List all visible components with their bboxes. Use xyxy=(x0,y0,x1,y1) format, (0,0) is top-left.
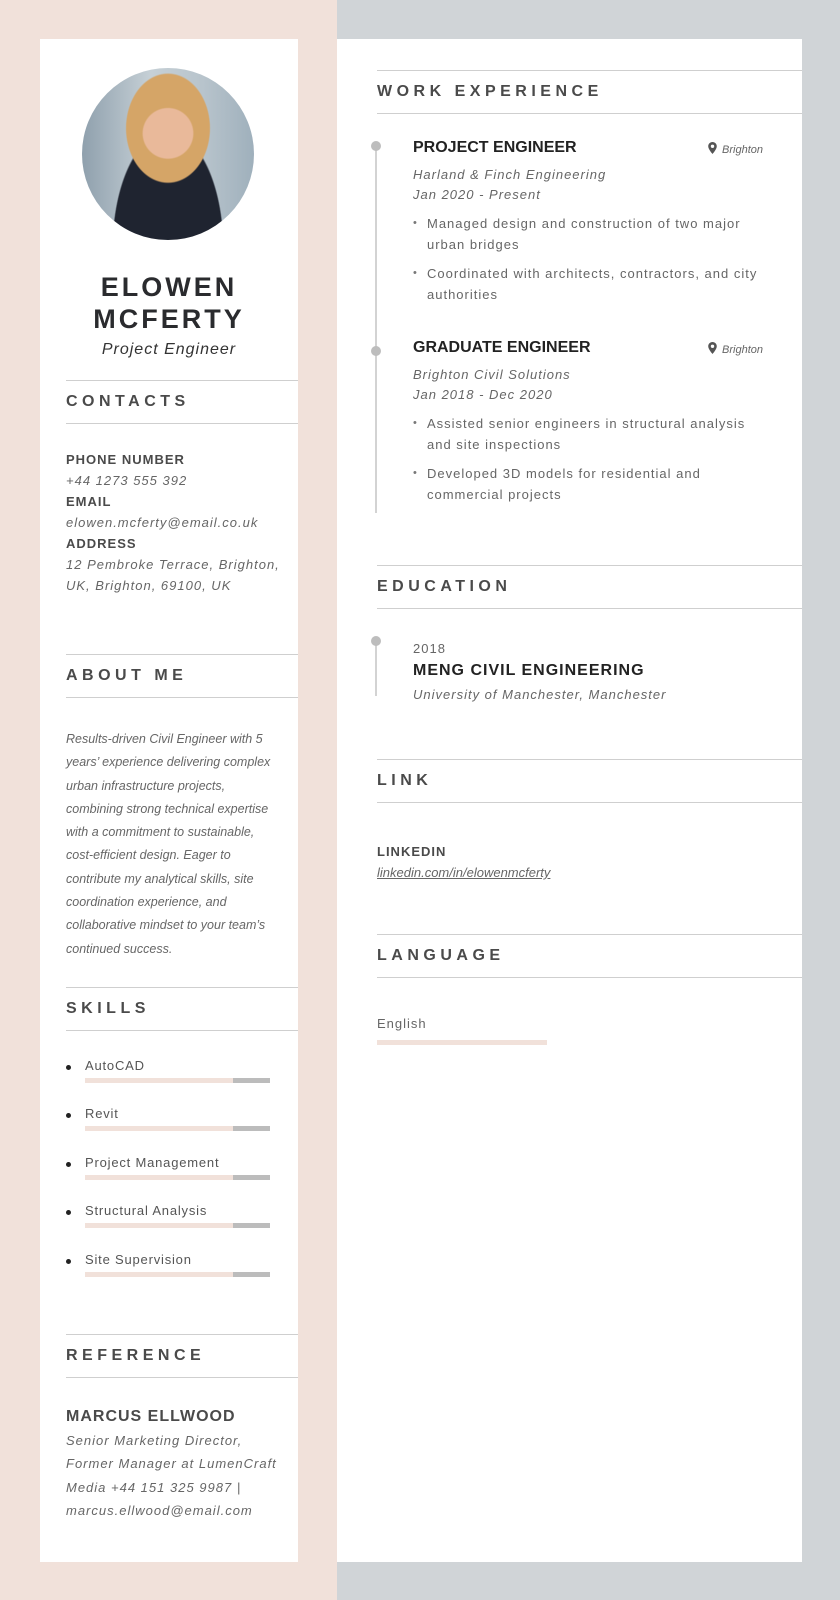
address-value: 12 Pembroke Terrace, Brighton, UK, Brighton, 69100, UK xyxy=(66,557,280,593)
bullet-icon xyxy=(66,1065,71,1070)
job-bullet: • Assisted senior engineers in structural analysis and site inspections xyxy=(413,413,773,455)
bullet-icon xyxy=(66,1162,71,1167)
timeline-dot-icon xyxy=(371,141,381,151)
link-header xyxy=(377,759,802,803)
education-heading: EDUCATION xyxy=(377,578,512,595)
skills-heading: SKILLS xyxy=(66,1000,150,1017)
skill-item xyxy=(66,1058,276,1098)
skill-item xyxy=(66,1106,276,1146)
timeline-dot-icon xyxy=(371,346,381,356)
job-bullet: • Coordinated with architects, contractors, and city authorities xyxy=(413,263,773,305)
skill-name: Site Supervision xyxy=(85,1252,192,1267)
skill-bar-fill xyxy=(85,1175,233,1180)
skill-name: AutoCAD xyxy=(85,1058,145,1073)
about-header xyxy=(66,654,298,698)
linkedin-link[interactable]: linkedin.com/in/elowenmcferty xyxy=(377,865,551,880)
skill-bar-fill xyxy=(85,1126,233,1131)
skill-bar xyxy=(85,1175,270,1180)
job-entry xyxy=(413,339,773,513)
job-bullets xyxy=(413,213,773,305)
language-bar xyxy=(377,1040,547,1045)
link-heading: LINK xyxy=(377,772,433,789)
job-title: PROJECT ENGINEER xyxy=(413,139,577,156)
contacts-heading: CONTACTS xyxy=(66,393,190,410)
education-year: 2018 xyxy=(413,641,446,656)
about-text: Results-driven Civil Engineer with 5 years’ experience delivering complex urban infrastructure projects, combining strong technical expertise with a commitment to sustainable, cost-efficient design. Eager to contribute my analytical skills, site coordination experience, and collaborative mindset to your team’s continued success. xyxy=(66,732,271,956)
job-bullet: • Managed design and construction of two major urban bridges xyxy=(413,213,773,255)
job-bullet: • Developed 3D models for residential and commercial projects xyxy=(413,463,773,505)
sidebar xyxy=(40,39,298,1562)
education-school: University of Manchester, Manchester xyxy=(413,687,667,702)
work-header xyxy=(377,70,802,114)
skill-item xyxy=(66,1155,276,1195)
job-bullets xyxy=(413,413,773,505)
skill-bar xyxy=(85,1223,270,1228)
job-dates: Jan 2018 - Dec 2020 xyxy=(413,387,553,402)
skill-item xyxy=(66,1252,276,1292)
skill-item xyxy=(66,1203,276,1243)
job-company: Brighton Civil Solutions xyxy=(413,367,571,382)
skill-bar-fill xyxy=(85,1272,233,1277)
skill-bar-fill xyxy=(85,1078,233,1083)
job-company: Harland & Finch Engineering xyxy=(413,167,607,182)
profile-photo xyxy=(82,68,254,240)
skill-bar-fill xyxy=(85,1223,233,1228)
phone-value: +44 1273 555 392 xyxy=(66,473,188,488)
job-title: GRADUATE ENGINEER xyxy=(413,339,591,356)
candidate-title: Project Engineer xyxy=(101,341,237,358)
location-pin-icon xyxy=(708,142,717,154)
education-degree: MENG CIVIL ENGINEERING xyxy=(413,662,645,679)
language-heading: LANGUAGE xyxy=(377,947,505,964)
address-label: ADDRESS xyxy=(66,536,137,551)
bullet-icon xyxy=(66,1113,71,1118)
contacts-header xyxy=(66,380,298,424)
reference-name: MARCUS ELLWOOD xyxy=(66,1408,236,1425)
email-label: EMAIL xyxy=(66,494,112,509)
job-location-text: Brighton xyxy=(722,144,763,156)
job-dates: Jan 2020 - Present xyxy=(413,187,541,202)
education-header xyxy=(377,565,802,609)
main-content xyxy=(337,39,802,1562)
job-location xyxy=(708,342,763,356)
language-header xyxy=(377,934,802,978)
skill-name: Structural Analysis xyxy=(85,1203,208,1218)
job-location xyxy=(708,142,763,156)
reference-details: Senior Marketing Director, Former Manager at LumenCraft Media +44 151 325 9987 | marcus.ellwood@email.com xyxy=(66,1433,277,1518)
work-timeline-line xyxy=(375,146,377,513)
about-heading: ABOUT ME xyxy=(66,667,188,684)
location-pin-icon xyxy=(708,342,717,354)
job-location-text: Brighton xyxy=(722,344,763,356)
skills-header xyxy=(66,987,298,1031)
email-value: elowen.mcferty@email.co.uk xyxy=(66,515,259,530)
bullet-icon xyxy=(66,1259,71,1264)
skill-bar xyxy=(85,1078,270,1083)
language-name: English xyxy=(377,1016,427,1031)
linkedin-label: LINKEDIN xyxy=(377,844,447,859)
job-entry xyxy=(413,139,773,313)
skill-bar xyxy=(85,1126,270,1131)
reference-heading: REFERENCE xyxy=(66,1347,206,1364)
bullet-icon xyxy=(66,1210,71,1215)
skill-bar xyxy=(85,1272,270,1277)
skill-name: Project Management xyxy=(85,1155,220,1170)
education-timeline-line xyxy=(375,641,377,696)
phone-label: PHONE NUMBER xyxy=(66,452,185,467)
reference-header xyxy=(66,1334,298,1378)
candidate-name: ELOWEN MCFERTY xyxy=(93,272,245,334)
skill-name: Revit xyxy=(85,1106,119,1121)
work-heading: WORK EXPERIENCE xyxy=(377,83,603,100)
timeline-dot-icon xyxy=(371,636,381,646)
